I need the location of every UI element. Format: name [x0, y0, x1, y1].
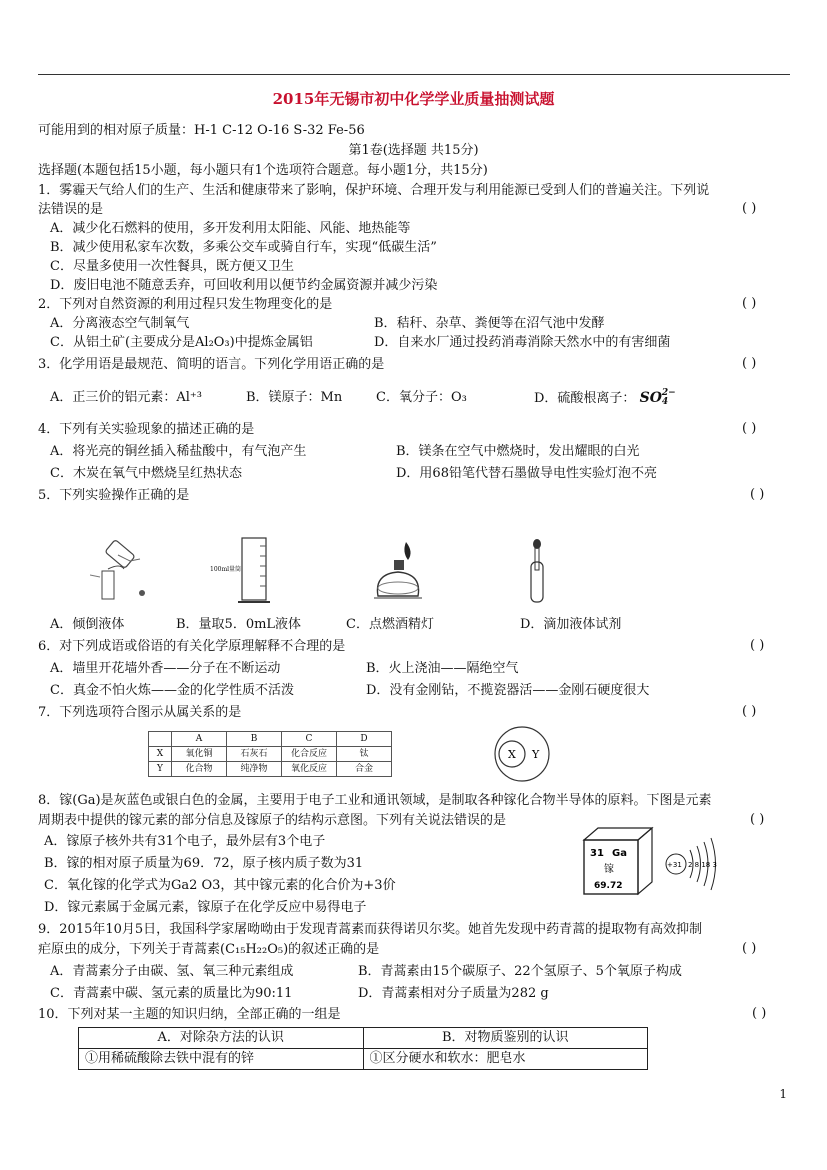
- q5-stem: 5．下列实验操作正确的是: [38, 488, 190, 503]
- answer-blank: ( ): [742, 201, 757, 216]
- answer-blank: ( ): [750, 812, 765, 827]
- venn-label-x: X: [508, 748, 516, 761]
- q3-option-b: B．镁原子：Mn: [246, 390, 343, 405]
- answer-blank: ( ): [742, 356, 757, 371]
- q4-stem: 4．下列有关实验现象的描述正确的是: [38, 422, 255, 437]
- answer-blank: ( ): [750, 487, 765, 502]
- answer-blank: ( ): [742, 704, 757, 719]
- dropper-illustration: [522, 538, 552, 608]
- table-row: A B C D: [149, 732, 392, 747]
- q1-option-d: D．废旧电池不随意丢弃，可回收利用以便节约金属资源并减少污染: [50, 278, 438, 293]
- q9-stem-1: 9．2015年10月5日，我国科学家屠呦呦由于发现青蒿素而获得诺贝尔奖。她首先发现中药青蒿的提取物有高效抑制: [38, 922, 703, 937]
- q4-option-c: C．木炭在氧气中燃烧呈红热状态: [50, 466, 242, 481]
- q7-table: [148, 731, 392, 777]
- q10-header-b: B．对物质鉴别的认识: [363, 1028, 648, 1049]
- answer-blank: ( ): [742, 296, 757, 311]
- q2-option-b: B．秸秆、杂草、粪便等在沼气池中发酵: [374, 316, 605, 331]
- page-title: 2015年无锡市初中化学学业质量抽测试题: [272, 90, 555, 108]
- q9-option-c: C．青蒿素中碳、氢元素的质量比为90:11: [50, 986, 293, 1001]
- atomic-mass-line: 可能用到的相对原子质量：H-1 C-12 O-16 S-32 Fe-56: [38, 123, 365, 138]
- top-rule: [38, 74, 790, 75]
- q4-option-d: D．用68铅笔代替石墨做导电性实验灯泡不亮: [396, 466, 657, 481]
- alcohol-lamp-illustration: [368, 538, 428, 606]
- nucleus-charge: +31: [667, 861, 682, 869]
- q8-stem-2: 周期表中提供的镓元素的部分信息及镓原子的结构示意图。下列有关说法错误的是: [38, 813, 507, 828]
- q2-stem: 2．下列对自然资源的利用过程只发生物理变化的是: [38, 297, 333, 312]
- atomic-mass: 69.72: [594, 881, 623, 891]
- q7-stem: 7．下列选项符合图示从属关系的是: [38, 705, 242, 720]
- q5-option-d: D．滴加液体试剂: [520, 617, 622, 632]
- q10-cell-a1: ①用稀硫酸除去铁中混有的锌: [79, 1049, 364, 1070]
- q9-option-d: D．青蒿素相对分子质量为282 g: [358, 986, 549, 1001]
- q6-option-d: D．没有金刚钻，不揽瓷器活——金刚石硬度很大: [366, 683, 650, 698]
- q8-stem-1: 8．镓(Ga)是灰蓝色或银白色的金属，主要用于电子工业和通讯领域，是制取各种镓化合物半导体的原料。下图是元素: [38, 793, 712, 808]
- gallium-element-cell: [578, 826, 658, 896]
- q3-stem: 3．化学用语是最规范、简明的语言。下列化学用语正确的是: [38, 357, 385, 372]
- q9-stem-2: 疟原虫的成分，下列关于青蒿素(C₁₅H₂₂O₅)的叙述正确的是: [38, 942, 380, 957]
- answer-blank: ( ): [742, 421, 757, 436]
- q4-option-a: A．将光亮的铜丝插入稀盐酸中，有气泡产生: [50, 444, 307, 459]
- answer-blank: ( ): [752, 1006, 767, 1021]
- q6-stem: 6．对下列成语或俗语的有关化学原理解释不合理的是: [38, 639, 346, 654]
- q10-cell-b1: ①区分硬水和软水：肥皂水: [363, 1049, 648, 1070]
- q10-header-a: A．对除杂方法的认识: [79, 1028, 364, 1049]
- q3-option-d: [534, 389, 676, 408]
- table-row: [79, 1028, 648, 1049]
- q4-option-b: B．镁条在空气中燃烧时，发出耀眼的白光: [396, 444, 640, 459]
- cylinder-label: 100ml量筒: [210, 566, 242, 573]
- table-row: X 氧化铜 石灰石 化合反应 钛: [149, 747, 392, 762]
- atomic-number: 31: [590, 848, 604, 859]
- instructions: 选择题(本题包括15小题，每小题只有1个选项符合题意。每小题1分，共15分): [38, 163, 488, 178]
- q8-option-a: A．镓原子核外共有31个电子，最外层有3个电子: [44, 834, 326, 849]
- section-heading: 第1卷(选择题 共15分): [348, 143, 479, 158]
- pouring-liquid-illustration: [90, 535, 170, 605]
- table-row: Y 化合物 纯净物 氧化反应 合金: [149, 762, 392, 777]
- answer-blank: ( ): [750, 638, 765, 653]
- table-row: [79, 1049, 648, 1070]
- page-number: 1: [779, 1087, 787, 1101]
- q8-option-b: B．镓的相对原子质量为69．72，原子核内质子数为31: [44, 856, 364, 871]
- q2-option-d: D．自来水厂通过投药消毒消除天然水中的有害细菌: [374, 335, 671, 350]
- element-symbol: Ga: [612, 848, 627, 859]
- q9-option-a: A．青蒿素分子由碳、氢、氧三种元素组成: [50, 964, 294, 979]
- q2-option-c: C．从铝土矿(主要成分是Al₂O₃)中提炼金属铝: [50, 335, 313, 350]
- venn-diagram: [490, 725, 554, 783]
- venn-label-y: Y: [532, 748, 540, 761]
- q1-option-b: B．减少使用私家车次数，多乘公交车或骑自行车，实现“低碳生活”: [50, 240, 437, 255]
- q8-option-d: D．镓元素属于金属元素，镓原子在化学反应中易得电子: [44, 900, 367, 915]
- q1-option-c: C．尽量多使用一次性餐具，既方便又卫生: [50, 259, 294, 274]
- q6-option-c: C．真金不怕火炼——金的化学性质不活泼: [50, 683, 294, 698]
- q10-table: [78, 1027, 648, 1070]
- gallium-atom-structure: [664, 836, 728, 892]
- q1-stem-1: 1．雾霾天气给人们的生产、生活和健康带来了影响，保护环境、合理开发与利用能源已受到人们的普遍关注。下列说: [38, 183, 710, 198]
- q1-option-a: A．减少化石燃料的使用，多开发利用太阳能、风能、地热能等: [50, 221, 411, 236]
- q5-option-c: C．点燃酒精灯: [346, 617, 434, 632]
- answer-blank: ( ): [742, 941, 757, 956]
- q2-option-a: A．分离液态空气制氧气: [50, 316, 190, 331]
- q5-option-b: B．量取5．0mL液体: [176, 617, 302, 632]
- q6-option-a: A．墙里开花墙外香——分子在不断运动: [50, 661, 281, 676]
- sulfate-formula: SO 2− 4: [639, 388, 676, 407]
- q3-option-d-label: D．硫酸根离子：: [534, 391, 636, 406]
- electron-shells: 2 8 18 3: [688, 861, 717, 869]
- q3-option-a: A．正三价的铝元素：Al⁺³: [50, 390, 203, 405]
- q5-option-a: A．倾倒液体: [50, 617, 125, 632]
- q9-option-b: B．青蒿素由15个碳原子、22个氢原子、5个氧原子构成: [358, 964, 682, 979]
- q6-option-b: B．火上浇油——隔绝空气: [366, 661, 519, 676]
- q1-stem-2: 法错误的是: [38, 202, 104, 217]
- q10-stem: 10．下列对某一主题的知识归纳，全部正确的一组是: [38, 1007, 341, 1022]
- q3-option-c: C．氧分子：O₃: [376, 390, 467, 405]
- element-name: 镓: [604, 864, 614, 875]
- q8-option-c: C．氧化镓的化学式为Ga2 O3，其中镓元素的化合价为+3价: [44, 878, 396, 893]
